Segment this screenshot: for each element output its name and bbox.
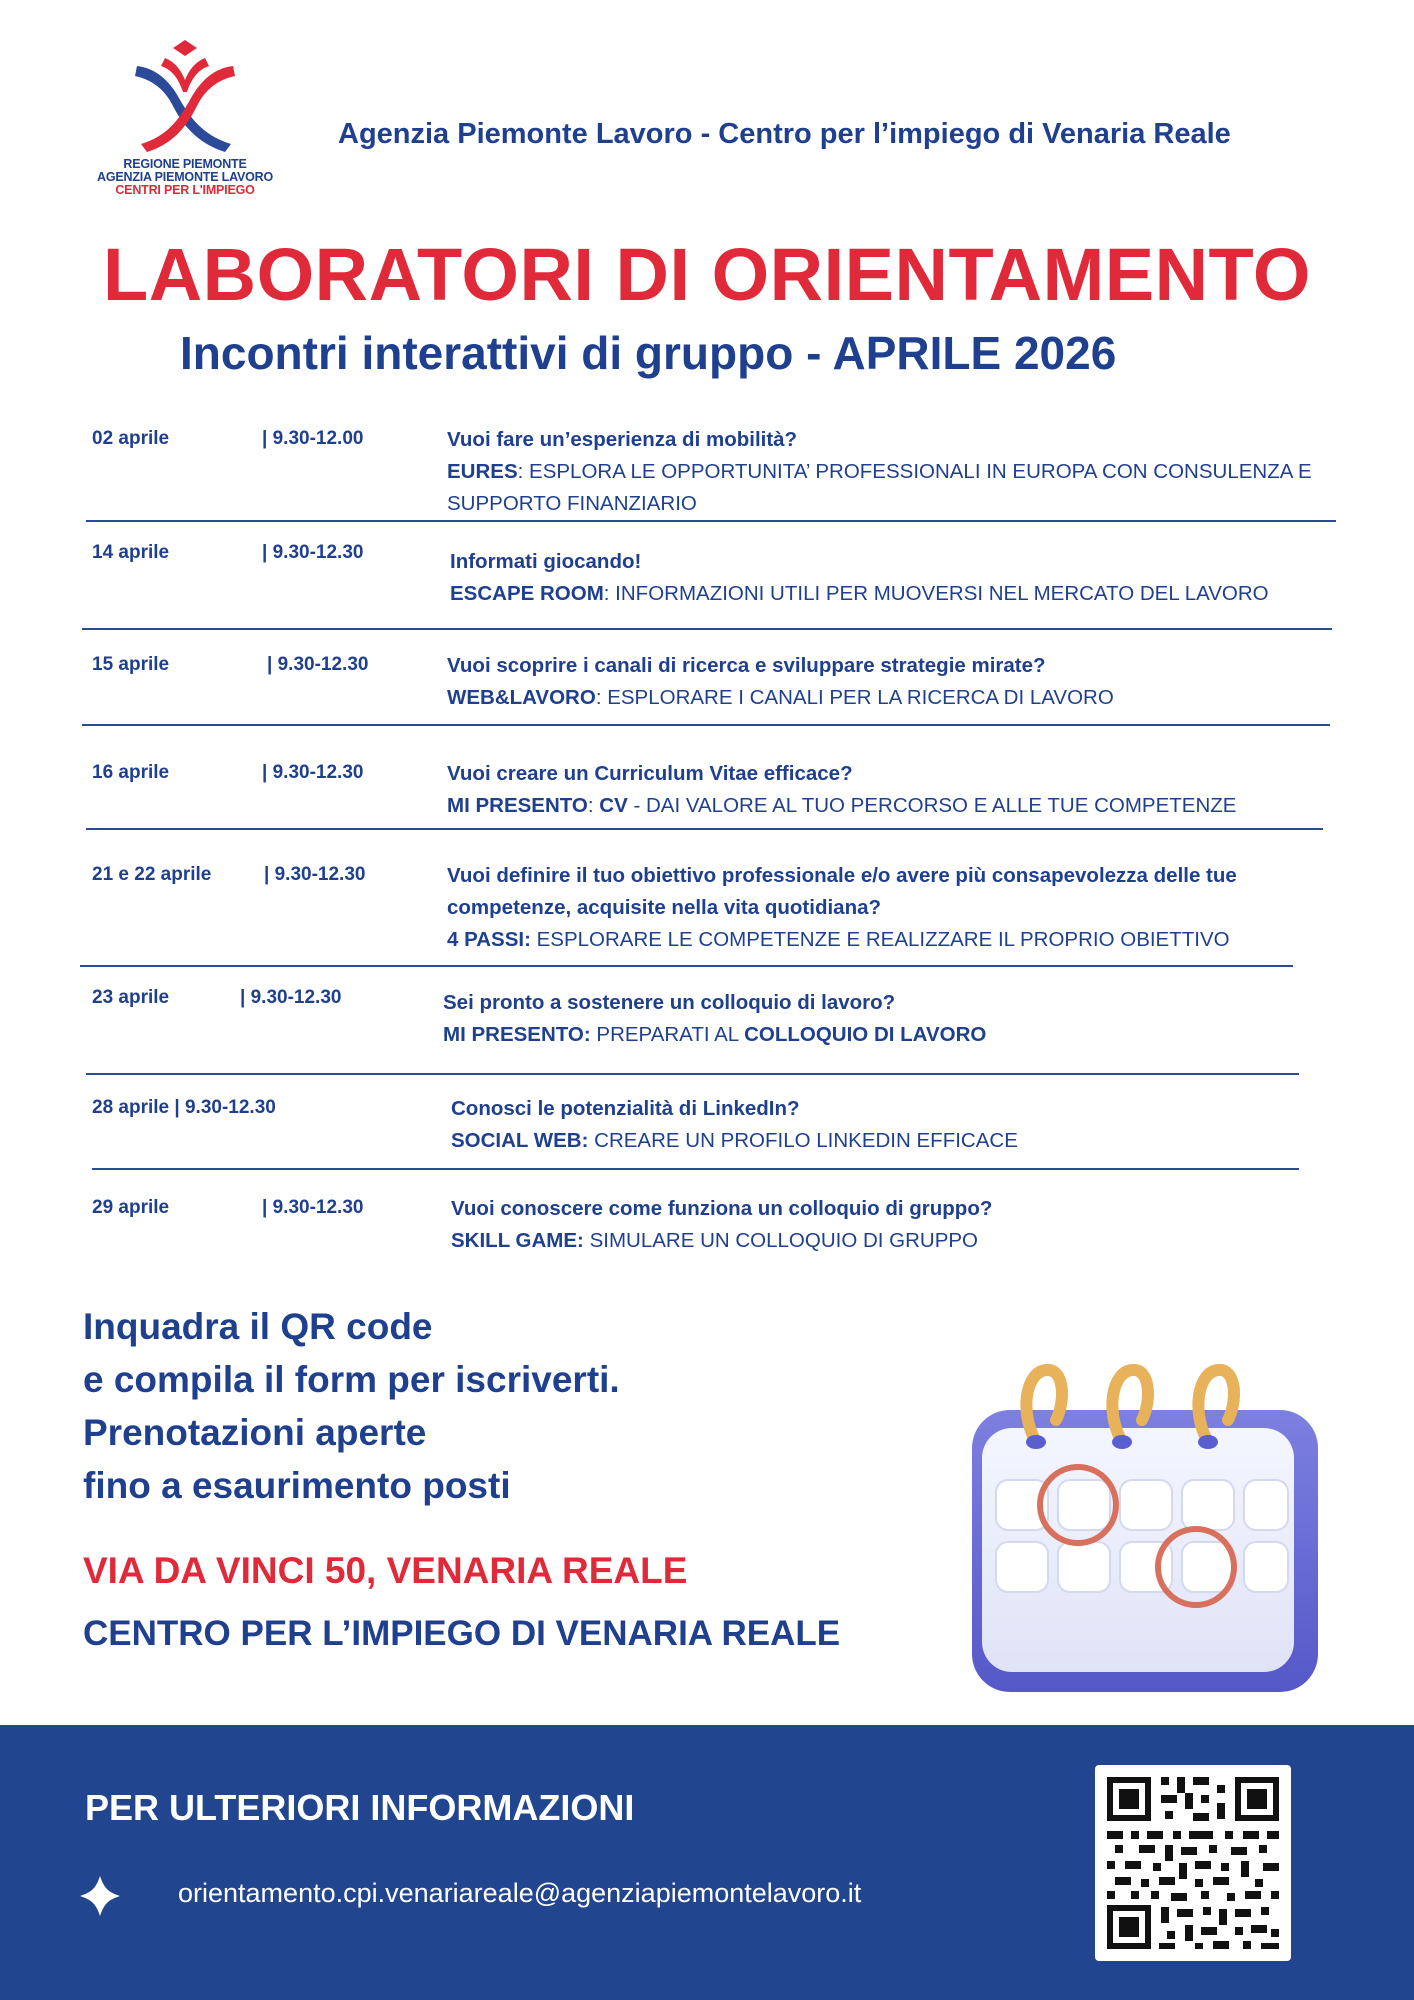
schedule-date: 29 aprile — [92, 1197, 170, 1218]
schedule-workshop-cv: CV — [599, 794, 628, 817]
schedule-workshop: ESCAPE ROOM — [450, 582, 604, 605]
schedule-question: Vuoi scoprire i canali di ricerca e sviluppare strategie mirate? — [447, 654, 1046, 677]
schedule-workshop-interview: COLLOQUIO DI LAVORO — [744, 1023, 987, 1046]
divider — [86, 1073, 1299, 1075]
schedule-description: : INFORMAZIONI UTILI PER MUOVERSI NEL MERCATO DEL LAVORO — [603, 582, 1269, 605]
schedule-workshop: MI PRESENTO — [447, 794, 588, 817]
divider — [82, 628, 1332, 630]
schedule-date: 28 aprile | 9.30-12.30 — [92, 1097, 276, 1118]
schedule-description: ESPLORARE LE COMPETENZE E REALIZZARE IL PROPRIO OBIETTIVO — [530, 928, 1230, 951]
schedule-item — [447, 758, 1347, 822]
address: VIA DA VINCI 50, VENARIA REALE — [83, 1550, 688, 1591]
cta-line: Inquadra il QR code — [83, 1306, 433, 1347]
divider — [80, 965, 1293, 967]
contact-email[interactable]: orientamento.cpi.venariareale@agenziapiemontelavoro.it — [178, 1878, 862, 1908]
schedule-description: - DAI VALORE AL TUO PERCORSO E ALLE TUE COMPETENZE — [627, 794, 1237, 817]
schedule-question: Vuoi creare un Curriculum Vitae efficace? — [447, 762, 853, 785]
divider — [82, 724, 1330, 726]
page-subtitle: Incontri interattivi di gruppo - APRILE 2026 — [180, 327, 1117, 379]
divider — [92, 1168, 1299, 1170]
center-name: CENTRO PER L’IMPIEGO DI VENARIA REALE — [83, 1614, 841, 1653]
schedule-time: | 9.30-12.30 — [267, 654, 369, 675]
schedule-item — [447, 860, 1347, 956]
schedule-workshop: EURES — [447, 460, 518, 483]
schedule-date: 16 aprile — [92, 762, 170, 783]
schedule-date: 21 e 22 aprile — [92, 864, 212, 885]
logo — [70, 40, 300, 200]
schedule-time: | 9.30-12.30 — [262, 762, 364, 783]
schedule-workshop: MI PRESENTO: — [443, 1023, 591, 1046]
logo-text-centers: CENTRI PER L'IMPIEGO — [115, 183, 255, 197]
schedule-time: | 9.30-12.30 — [264, 864, 366, 885]
schedule-workshop: SOCIAL WEB: — [451, 1129, 589, 1152]
schedule-description: CREARE UN PROFILO LINKEDIN EFFICACE — [588, 1129, 1018, 1152]
logo-figure-icon — [125, 40, 245, 158]
schedule-description: : ESPLORA LE OPPORTUNITA’ PROFESSIONALI IN EUROPA CON CONSULENZA E SUPPORTO FINANZIARIO — [447, 460, 1312, 515]
schedule-time: | 9.30-12.30 — [240, 987, 342, 1008]
schedule-description: : ESPLORARE I CANALI PER LA RICERCA DI LAVORO — [595, 686, 1114, 709]
schedule-date: 15 aprile — [92, 654, 170, 675]
schedule-question: Informati giocando! — [450, 550, 642, 573]
cta-line: Prenotazioni aperte — [83, 1412, 427, 1453]
schedule-description-pre: : — [587, 794, 600, 817]
schedule-item — [443, 987, 1343, 1051]
schedule-date: 02 aprile — [92, 428, 170, 449]
schedule-date: 23 aprile — [92, 987, 170, 1008]
divider — [86, 828, 1323, 830]
schedule-item — [451, 1093, 1351, 1157]
schedule-workshop: 4 PASSI: — [447, 928, 531, 951]
divider — [86, 520, 1336, 522]
schedule-question: Conosci le potenzialità di LinkedIn? — [451, 1097, 800, 1120]
schedule-workshop: SKILL GAME: — [451, 1229, 584, 1252]
cta-line: fino a esaurimento posti — [83, 1465, 511, 1506]
schedule-question: Vuoi conoscere come funziona un colloquio di gruppo? — [451, 1197, 993, 1220]
schedule-workshop: WEB&LAVORO — [447, 686, 596, 709]
logo-text-agency: AGENZIA PIEMONTE LAVORO — [97, 170, 273, 184]
schedule-time: | 9.30-12.30 — [262, 1197, 364, 1218]
schedule-description: SIMULARE UN COLLOQUIO DI GRUPPO — [583, 1229, 978, 1252]
schedule-question: Sei pronto a sostenere un colloquio di lavoro? — [443, 991, 896, 1014]
schedule-item — [447, 424, 1347, 520]
page-title: LABORATORI DI ORIENTAMENTO — [103, 233, 1311, 316]
info-title: PER ULTERIORI INFORMAZIONI — [85, 1787, 635, 1828]
schedule-question: Vuoi definire il tuo obiettivo professionale e/o avere più consapevolezza delle tue competenze, acquisite nella vita quotidiana? — [447, 864, 1237, 919]
schedule-time: | 9.30-12.00 — [262, 428, 364, 449]
schedule-date: 14 aprile — [92, 542, 170, 563]
calendar-icon — [960, 1350, 1330, 1705]
schedule-item — [451, 1193, 1351, 1257]
schedule-question: Vuoi fare un’esperienza di mobilità? — [447, 428, 798, 451]
schedule-description: PREPARATI AL — [590, 1023, 745, 1046]
schedule-item — [447, 650, 1347, 714]
cta-line: e compila il form per iscriverti. — [83, 1359, 620, 1400]
schedule-item — [450, 546, 1350, 610]
agency-name: Agenzia Piemonte Lavoro - Centro per l’impiego di Venaria Reale — [338, 118, 1231, 150]
signup-instructions — [83, 1300, 620, 1512]
schedule-time: | 9.30-12.30 — [262, 542, 364, 563]
logo-text-region: REGIONE PIEMONTE — [123, 157, 247, 171]
qr-code[interactable] — [1095, 1765, 1291, 1961]
email-icon — [78, 1874, 122, 1923]
